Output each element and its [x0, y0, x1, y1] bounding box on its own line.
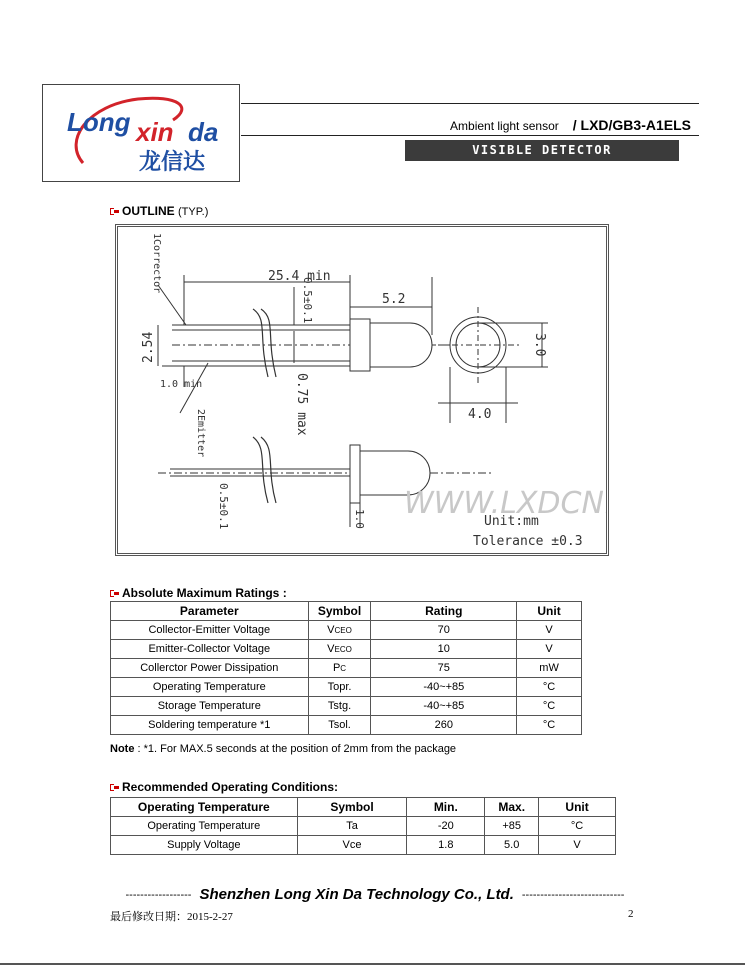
table-row: [111, 659, 582, 678]
param-cell: Supply Voltage: [111, 836, 298, 855]
watermark: WWW.LXDCN: [404, 486, 605, 521]
param-cell: Emitter-Collector Voltage: [111, 640, 309, 659]
rating-cell: -40~+85: [371, 678, 517, 697]
symbol-cell: [308, 621, 371, 640]
label-collector: 1Corrector: [151, 233, 162, 294]
logo-graphic: [43, 85, 241, 183]
dim-lead-square-2: 0.5±0.1: [217, 483, 230, 530]
table-row: [111, 640, 582, 659]
section-bullet-icon: [110, 207, 119, 216]
column-header: Rating: [371, 602, 517, 621]
symbol-main: V: [327, 624, 335, 636]
logo-text-xin: xin: [136, 117, 174, 147]
footer-dash-left: ------------------: [125, 889, 192, 902]
param-cell: Operating Temperature: [111, 678, 309, 697]
unit-cell: V: [517, 640, 582, 659]
symbol-cell: Topr.: [308, 678, 371, 697]
table-row: [111, 678, 582, 697]
footer-company: [110, 886, 640, 903]
column-header: Min.: [407, 798, 485, 817]
unit-cell: °C: [517, 697, 582, 716]
section-bullet-icon: [110, 589, 119, 598]
unit-label: Unit:mm: [484, 514, 539, 529]
min-cell: 1.8: [407, 836, 485, 855]
recommended-operating-conditions-table: [110, 797, 616, 855]
dim-length: 25.4 min: [268, 269, 331, 284]
symbol-main: V: [327, 643, 335, 655]
rating-cell: -40~+85: [371, 697, 517, 716]
symbol-cell: Ta: [297, 817, 407, 836]
amr-note: [110, 743, 456, 755]
outline-title: OUTLINE: [122, 204, 175, 218]
header-banner: VISIBLE DETECTOR: [405, 140, 679, 161]
rating-cell: 260: [371, 716, 517, 735]
bottom-divider: [0, 963, 745, 965]
column-header: Parameter: [111, 602, 309, 621]
page-number: 2: [628, 908, 634, 920]
symbol-sub: C: [340, 664, 347, 673]
absolute-maximum-ratings-table: [110, 601, 582, 735]
roc-heading: [110, 780, 338, 794]
dim-body: 5.2: [382, 292, 406, 307]
logo-text-cn: 龙信达: [139, 150, 206, 175]
tolerance-label: Tolerance ±0.3: [473, 534, 583, 549]
symbol-cell: Tsol.: [308, 716, 371, 735]
label-emitter: 2Emitter: [195, 409, 206, 458]
dim-flange-thickness: 1.0: [353, 509, 366, 529]
logo-text-long: Long: [67, 107, 131, 137]
product-type: Ambient light sensor: [450, 119, 559, 133]
symbol-cell: Vce: [297, 836, 407, 855]
unit-cell: °C: [517, 716, 582, 735]
param-cell: Collector-Emitter Voltage: [111, 621, 309, 640]
header-title: [241, 117, 691, 133]
symbol-sub: ECO: [334, 645, 352, 654]
table-header-row: [111, 602, 582, 621]
roc-title: Recommended Operating Conditions:: [122, 780, 339, 794]
column-header: Unit: [539, 798, 616, 817]
symbol-sub: CEO: [334, 626, 352, 635]
param-cell: Soldering temperature *1: [111, 716, 309, 735]
table-header-row: [111, 798, 616, 817]
unit-cell: V: [517, 621, 582, 640]
dim-pitch: 2.54: [141, 331, 156, 363]
company-name: Shenzhen Long Xin Da Technology Co., Ltd.: [199, 886, 514, 903]
table-row: [111, 836, 616, 855]
max-cell: +85: [485, 817, 539, 836]
max-cell: 5.0: [485, 836, 539, 855]
company-logo: [42, 84, 240, 182]
table-row: [111, 697, 582, 716]
table-row: [111, 817, 616, 836]
outline-svg: [118, 227, 606, 553]
dim-flange: 4.0: [468, 407, 492, 422]
symbol-main: P: [332, 662, 341, 674]
symbol-cell: [308, 659, 371, 678]
amr-heading: [110, 586, 287, 600]
unit-cell: V: [539, 836, 616, 855]
param-cell: Storage Temperature: [111, 697, 309, 716]
column-header: Unit: [517, 602, 582, 621]
param-cell: Operating Temperature: [111, 817, 298, 836]
dim-10min: 1.0 min: [160, 379, 203, 390]
column-header: Operating Temperature: [111, 798, 298, 817]
rating-cell: 70: [371, 621, 517, 640]
symbol-cell: [308, 640, 371, 659]
symbol-cell: Tstg.: [308, 697, 371, 716]
outline-heading: [110, 204, 208, 218]
dim-dia: 3.0: [532, 333, 547, 357]
unit-cell: °C: [517, 678, 582, 697]
front-view: [438, 307, 548, 423]
unit-cell: °C: [539, 817, 616, 836]
unit-cell: mW: [517, 659, 582, 678]
part-number: / LXD/GB3-A1ELS: [572, 117, 691, 133]
table-row: [111, 716, 582, 735]
note-label: Note: [110, 743, 135, 755]
footer-dash-right: ----------------------------: [521, 889, 625, 902]
outline-typ: (TYP.): [178, 206, 209, 218]
column-header: Max.: [485, 798, 539, 817]
column-header: Symbol: [308, 602, 371, 621]
last-modified-date: 最后修改日期：2015-2-27: [110, 911, 233, 923]
rating-cell: 75: [371, 659, 517, 678]
column-header: Symbol: [297, 798, 407, 817]
table-row: [111, 621, 582, 640]
dim-lead-square: 0.5±0.1: [301, 277, 314, 324]
logo-text-da: da: [188, 117, 219, 147]
param-cell: Collerctor Power Dissipation: [111, 659, 309, 678]
amr-title: Absolute Maximum Ratings :: [122, 586, 287, 600]
min-cell: -20: [407, 817, 485, 836]
outline-drawing: [115, 224, 609, 556]
section-bullet-icon: [110, 783, 119, 792]
rating-cell: 10: [371, 640, 517, 659]
note-text: : *1. For MAX.5 seconds at the position of 2mm from the package: [134, 743, 457, 755]
dim-075: 0.75 max: [294, 373, 309, 436]
